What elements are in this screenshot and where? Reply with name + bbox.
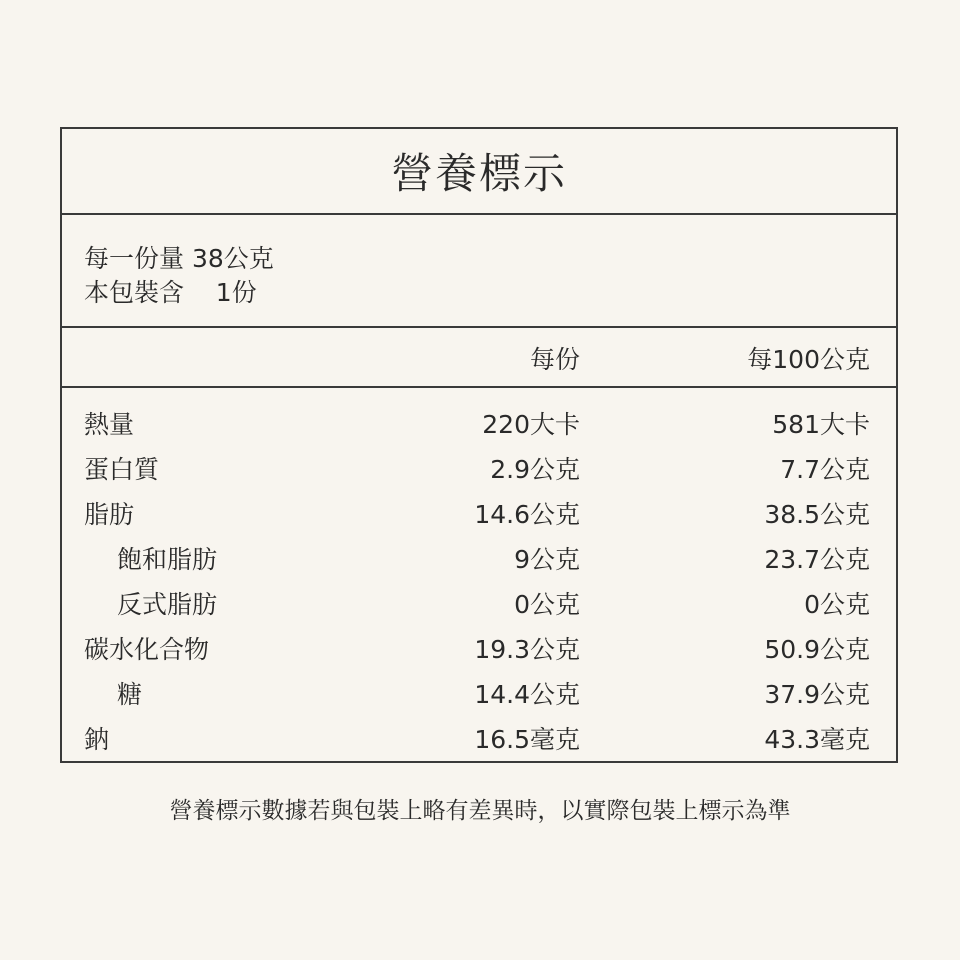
nutrient-value-per-serving: 14.6公克 <box>474 500 580 529</box>
nutrient-value-per-serving: 14.4公克 <box>474 680 580 709</box>
nutrient-value-per-serving: 19.3公克 <box>474 635 580 664</box>
nutrient-name: 碳水化合物 <box>84 635 210 664</box>
serving-size: 每一份量 38公克 <box>84 244 274 273</box>
nutrient-row-carbohydrate <box>62 624 896 669</box>
nutrient-name: 飽和脂肪 <box>117 545 218 574</box>
nutrient-name: 熱量 <box>84 410 135 439</box>
nutrient-value-per-100g: 38.5公克 <box>764 500 870 529</box>
column-header-per-100g: 每100公克 <box>747 345 870 374</box>
nutrient-value-per-100g: 23.7公克 <box>764 545 870 574</box>
serving-info <box>62 213 896 328</box>
nutrient-name: 蛋白質 <box>84 455 160 484</box>
nutrient-row-sugar <box>62 669 896 714</box>
nutrient-value-per-serving: 16.5毫克 <box>474 725 580 754</box>
nutrient-row-saturated-fat <box>62 534 896 579</box>
nutrient-name: 鈉 <box>84 725 110 754</box>
nutrient-value-per-100g: 43.3毫克 <box>764 725 870 754</box>
nutrition-label <box>60 127 898 763</box>
nutrient-name: 反式脂肪 <box>117 590 218 619</box>
nutrient-value-per-100g: 581大卡 <box>772 410 870 439</box>
nutrient-value-per-serving: 2.9公克 <box>490 455 580 484</box>
nutrient-row-sodium <box>62 714 896 759</box>
nutrient-row-trans-fat <box>62 579 896 624</box>
nutrient-row-protein <box>62 444 896 489</box>
nutrient-value-per-100g: 7.7公克 <box>780 455 870 484</box>
nutrient-name: 脂肪 <box>84 500 135 529</box>
servings-per-package: 本包裝含 1份 <box>84 278 257 307</box>
nutrient-name: 糖 <box>117 680 143 709</box>
nutrient-row-energy <box>62 399 896 444</box>
nutrient-value-per-serving: 0公克 <box>514 590 580 619</box>
label-title: 營養標示 <box>62 129 896 215</box>
column-header-per-serving: 每份 <box>529 345 580 374</box>
footnote: 營養標示數據若與包裝上略有差異時，以實際包裝上標示為準 <box>169 798 791 824</box>
nutrient-value-per-100g: 37.9公克 <box>764 680 870 709</box>
nutrient-row-fat <box>62 489 896 534</box>
nutrient-value-per-serving: 220大卡 <box>482 410 580 439</box>
column-headers <box>62 326 896 388</box>
nutrient-value-per-serving: 9公克 <box>514 545 580 574</box>
nutrient-value-per-100g: 50.9公克 <box>764 635 870 664</box>
nutrient-list <box>62 399 896 759</box>
nutrient-value-per-100g: 0公克 <box>804 590 870 619</box>
